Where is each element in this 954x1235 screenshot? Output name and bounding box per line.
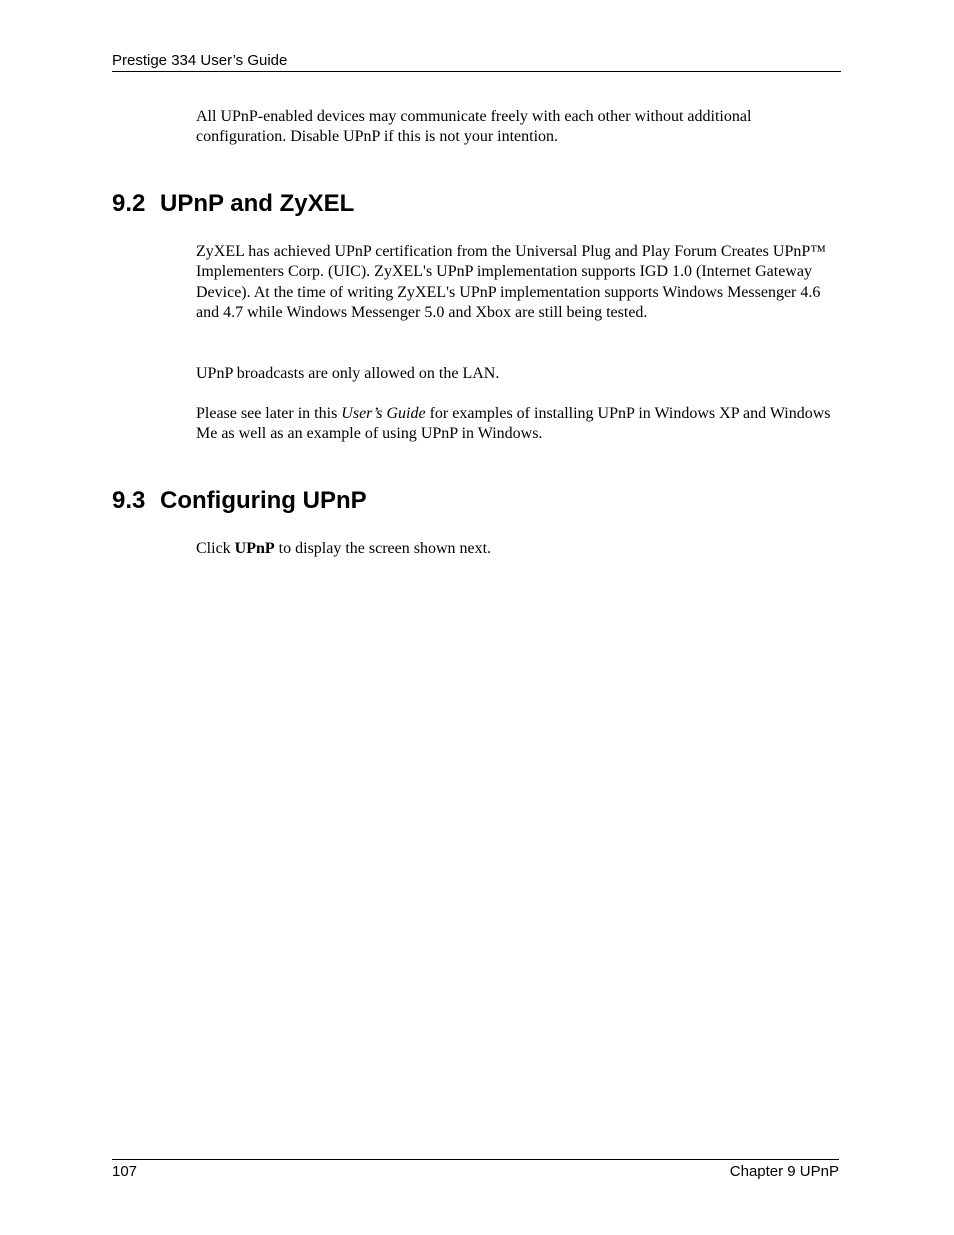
zyxel-certification-paragraph: ZyXEL has achieved UPnP certification from the Universal Plug and Play Forum Creates UPnP™ Implementers Corp. (UIC). ZyXEL's UPnP implementation supports IGD 1.0 (Internet Gateway Device). At the time of writing ZyXEL's UPnP implementation supports Windows Messenger 4.6 and 4.7 while Windows Messenger 5.0 and Xbox are still being tested.: [196, 243, 826, 321]
page-number: 107: [112, 1163, 138, 1180]
page-footer: [112, 1159, 839, 1182]
intro-paragraph: All UPnP-enabled devices may communicate freely with each other without additional configuration. Disable UPnP if this is not your intention.: [196, 108, 752, 146]
text-run: Please see later in this: [196, 405, 342, 422]
text-run: to display the screen shown next.: [274, 540, 492, 557]
section-number: 9.3: [112, 487, 146, 514]
upnp-menu-reference: UPnP: [234, 540, 275, 557]
text-run: for examples of installing UPnP in Windows XP and Windows Me as well as an example of using UPnP in Windows.: [196, 405, 831, 443]
chapter-label: Chapter 9 UPnP: [729, 1163, 839, 1180]
section-title: UPnP and ZyXEL: [160, 190, 355, 217]
users-guide-reference: User’s Guide: [341, 405, 426, 422]
page-header: [112, 51, 841, 72]
click-upnp-paragraph: [196, 539, 836, 559]
document-title: Prestige 334 User’s Guide: [112, 52, 288, 69]
section-heading-9-2: [112, 190, 354, 218]
text-run: Click: [196, 540, 235, 557]
section-heading-9-3: [112, 487, 367, 515]
see-later-paragraph: [196, 404, 836, 445]
section-number: 9.2: [112, 190, 146, 217]
section-title: Configuring UPnP: [160, 487, 367, 514]
lan-broadcast-paragraph: UPnP broadcasts are only allowed on the LAN.: [196, 365, 500, 382]
